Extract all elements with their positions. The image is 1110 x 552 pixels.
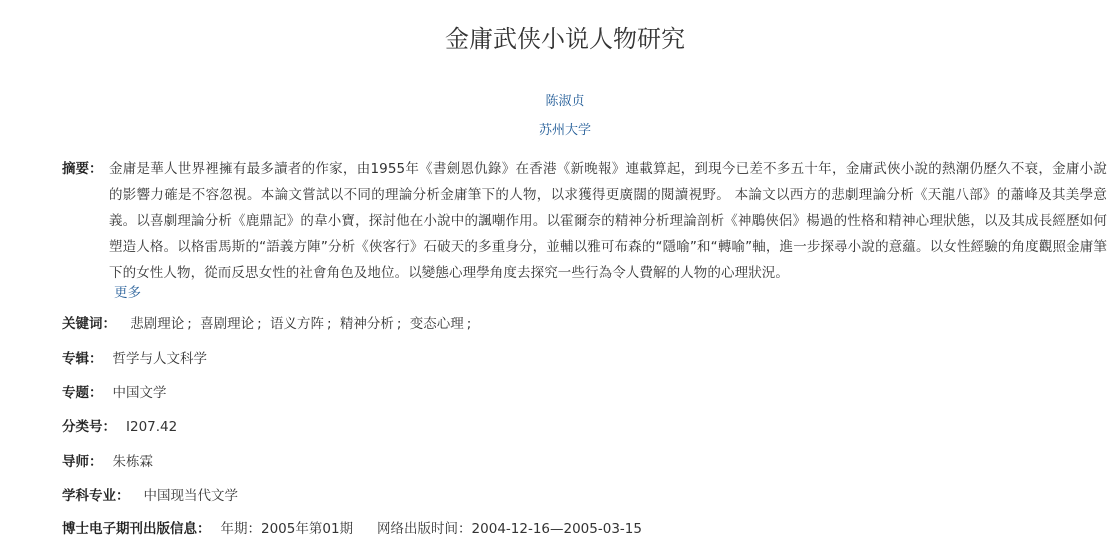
- page-title: 金庸武侠小说人物研究: [445, 25, 685, 53]
- tutor-label: 导师：: [62, 454, 103, 470]
- keywords-row: [62, 313, 475, 335]
- keyword-separator: ;: [187, 316, 192, 332]
- subject-row: [62, 382, 167, 404]
- keyword-link[interactable]: 悲剧理论: [130, 316, 185, 332]
- keyword-link[interactable]: 变态心理: [409, 316, 464, 332]
- series-value: 哲学与人文科学: [112, 351, 207, 367]
- keyword-separator: ;: [257, 316, 262, 332]
- publication-label: 博士电子期刊出版信息：: [62, 521, 211, 537]
- subject-label: 专题：: [62, 385, 103, 401]
- keyword-separator: ;: [466, 316, 472, 332]
- publication-row: [62, 518, 642, 540]
- keywords-label: 关键词：: [62, 316, 116, 332]
- author-link[interactable]: 陈淑贞: [545, 94, 585, 109]
- publication-online-time: 网络出版时间：2004-12-16—2005-03-15: [377, 521, 642, 537]
- keyword-link[interactable]: 语义方阵: [270, 316, 325, 332]
- classification-value: I207.42: [126, 419, 178, 435]
- abstract-section: [62, 156, 1107, 286]
- author-line: [0, 92, 1110, 112]
- keyword-link[interactable]: 喜剧理论: [200, 316, 255, 332]
- more-link[interactable]: 更多: [114, 285, 141, 301]
- organization-line: [0, 121, 1110, 141]
- classification-label: 分类号：: [62, 419, 116, 435]
- major-row: [62, 485, 238, 507]
- tutor-value: 朱栋霖: [112, 454, 153, 470]
- keyword-separator: ;: [327, 316, 332, 332]
- keyword-separator: ;: [396, 316, 402, 332]
- major-label: 学科专业：: [62, 488, 130, 504]
- keyword-link[interactable]: 精神分析: [339, 316, 394, 332]
- series-label: 专辑：: [62, 351, 103, 367]
- publication-issue: 年期：2005年第01期: [220, 521, 354, 537]
- major-value: 中国现当代文学: [143, 488, 238, 504]
- abstract-label: 摘要：: [62, 161, 103, 177]
- series-row: [62, 348, 207, 370]
- tutor-row: [62, 451, 153, 473]
- classification-row: [62, 416, 177, 438]
- subject-value: 中国文学: [112, 385, 167, 401]
- abstract-text: 金庸是華人世界裡擁有最多讀者的作家，由1955年《書劍恩仇錄》在香港《新晚報》連載算起，到現今已差不多五十年，金庸武俠小說的熱潮仍歷久不衰，金庸小說的影響力確是不容忽視。本論文嘗試以不同的理論分析金庸筆下的人物，以求獲得更廣闊的閱讀視野。 本論文以西方的悲劇理論分析《天龍八部》的蕭峰及其美學意義。以喜劇理論分析《鹿鼎記》的韋小寶，探討他在小說中的諷嘲作用。以霍爾奈的精神分析理論剖析《神鵰俠侶》楊過的性格和精神心理狀態，以及其成長經歷如何塑造人格。以格雷馬斯的“語義方陣”分析《俠客行》石破天的多重身分，並輔以雅可布森的“隱喻”和“轉喻”軸，進一步探尋小說的意蘊。以女性經驗的角度觀照金庸筆下的女性人物，從而反思女性的社會角色及地位。以變態心理學角度去探究一些行為令人費解的人物的心理狀況。: [109, 161, 1107, 281]
- organization-link[interactable]: 苏州大学: [538, 123, 591, 138]
